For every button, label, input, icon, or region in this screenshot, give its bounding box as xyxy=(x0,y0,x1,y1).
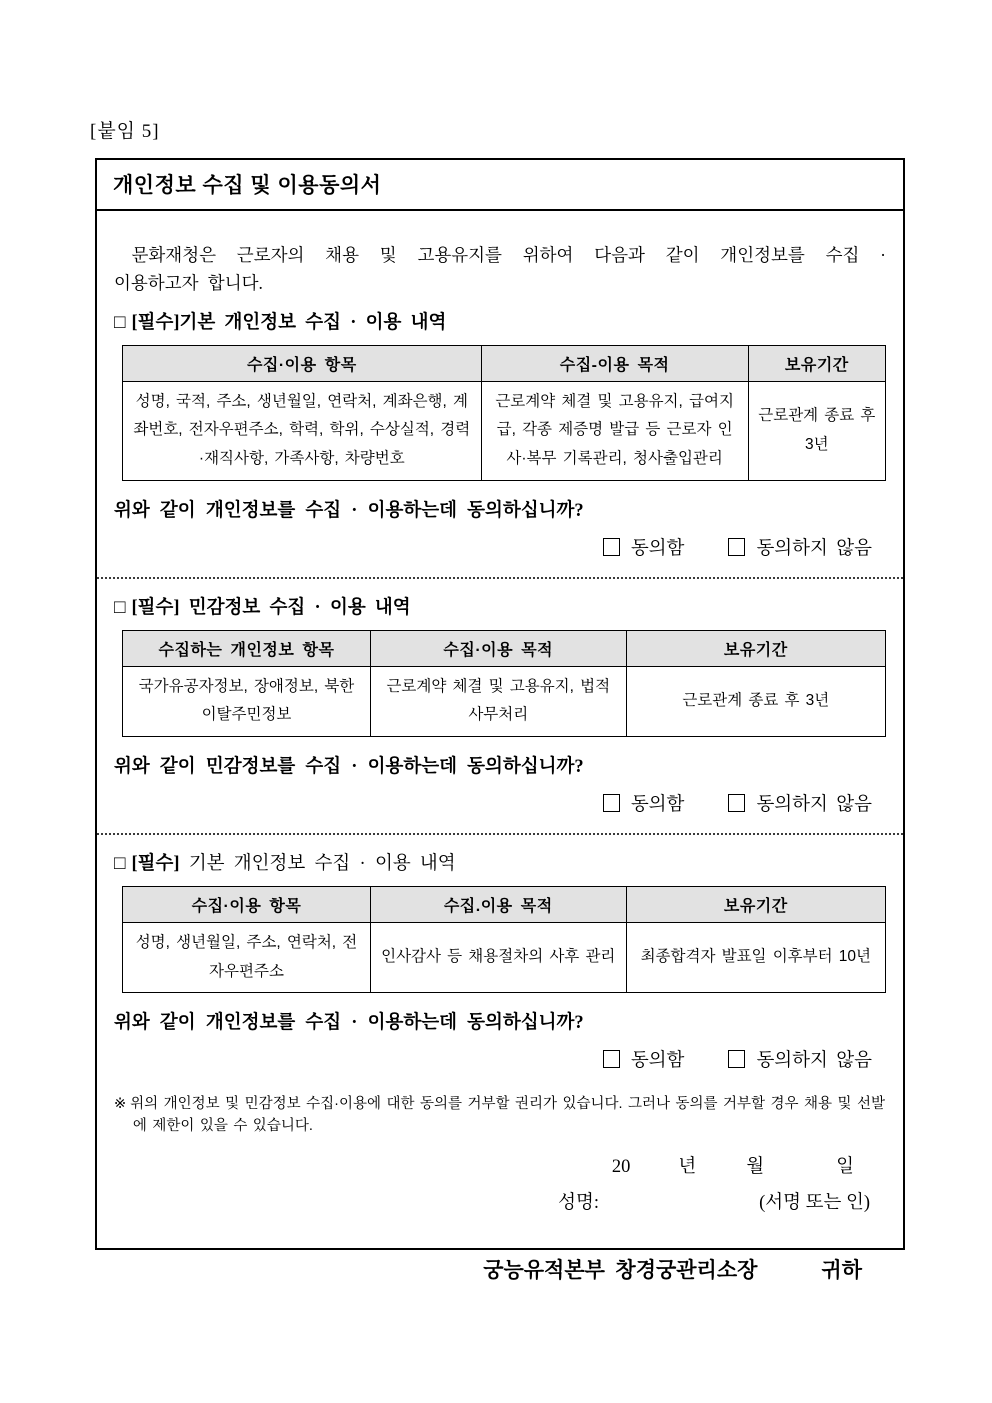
col-header-retention: 보유기간 xyxy=(626,630,885,666)
agree-label: 동의함 xyxy=(630,1051,685,1072)
col-header-items: 수집·이용 항목 xyxy=(123,345,482,381)
table-row xyxy=(123,666,886,736)
form-body xyxy=(97,211,903,1304)
agree-option[interactable] xyxy=(603,1046,685,1072)
year-label: 년 xyxy=(678,1156,697,1177)
col-header-retention: 보유기간 xyxy=(748,345,885,381)
disagree-checkbox[interactable] xyxy=(728,1050,745,1068)
honorific-label: 귀하 xyxy=(821,1257,862,1282)
section-2-consent-options xyxy=(114,790,872,816)
sensitive-info-table xyxy=(122,630,886,737)
cell-purpose: 근로계약 체결 및 고용유지, 법적사무처리 xyxy=(370,666,626,736)
agree-checkbox[interactable] xyxy=(603,1050,620,1068)
cell-purpose: 근로계약 체결 및 고용유지, 급여지급, 각종 제증명 발급 등 근로자 인사·복무 기록관리, 청사출입관리 xyxy=(481,381,748,480)
disagree-option[interactable] xyxy=(728,790,872,816)
table-row xyxy=(123,381,886,480)
intro-line-2: 이용하고자 합니다. xyxy=(114,273,263,294)
col-header-items: 수집하는 개인정보 항목 xyxy=(123,630,371,666)
section-2-question: 위와 같이 민감정보를 수집 · 이용하는데 동의하십니까? xyxy=(114,757,584,778)
col-header-purpose: 수집-이용 목적 xyxy=(481,345,748,381)
table-header-row xyxy=(123,345,886,381)
disagree-option[interactable] xyxy=(728,1046,872,1072)
section-3-heading-rest: 기본 개인정보 수집 · 이용 내역 xyxy=(179,854,456,875)
agree-checkbox[interactable] xyxy=(603,794,620,812)
square-bullet-icon: □ xyxy=(114,311,126,333)
table-header-row xyxy=(123,887,886,923)
section-1-consent-options xyxy=(114,534,872,560)
seal-note: (서명 또는 인) xyxy=(759,1192,870,1213)
date-line xyxy=(114,1152,854,1178)
intro-line-1: 문화재청은 근로자의 채용 및 고용유지를 위하여 다음과 같이 개인정보를 수집 · xyxy=(131,245,886,265)
section-3-heading xyxy=(114,849,886,875)
basic-info-table-2 xyxy=(122,886,886,993)
section-1-question: 위와 같이 개인정보를 수집 · 이용하는데 동의하십니까? xyxy=(114,500,584,521)
disagree-checkbox[interactable] xyxy=(728,538,745,556)
disagree-label: 동의하지 않음 xyxy=(756,1051,872,1072)
cell-items: 성명, 국적, 주소, 생년월일, 연락처, 계좌은행, 계좌번호, 전자우편주소, 학력, 학위, 수상실적, 경력·재직사항, 가족사항, 차량번호 xyxy=(123,381,482,480)
refusal-rights-footnote xyxy=(114,1094,886,1138)
disagree-checkbox[interactable] xyxy=(728,794,745,812)
disagree-label: 동의하지 않음 xyxy=(756,795,872,816)
section-3-question: 위와 같이 개인정보를 수집 · 이용하는데 동의하십니까? xyxy=(114,1013,584,1034)
agree-label: 동의함 xyxy=(630,538,685,559)
agree-label: 동의함 xyxy=(630,795,685,816)
consent-form xyxy=(95,158,905,1282)
col-header-purpose: 수집.이용 목적 xyxy=(370,887,626,923)
section-3-heading-bold: [필수] xyxy=(131,854,180,875)
day-label: 일 xyxy=(836,1156,854,1177)
agree-option[interactable] xyxy=(603,534,685,560)
cell-purpose: 인사감사 등 채용절차의 사후 관리 xyxy=(370,923,626,993)
section-1-heading-bold: [필수]기본 개인정보 수집 · 이용 내역 xyxy=(131,312,447,333)
square-bullet-icon: □ xyxy=(114,596,126,618)
cell-retention: 최종합격자 발표일 이후부터 10년 xyxy=(626,923,885,993)
agree-option[interactable] xyxy=(603,790,685,816)
dotted-divider xyxy=(97,833,903,835)
section-2-heading xyxy=(114,593,886,619)
footnote-text: 위의 개인정보 및 민감정보 수집·이용에 대한 동의를 거부할 권리가 있습니다. 그러나 동의를 거부할 경우 채용 및 선발에 제한이 있을 수 있습니다. xyxy=(130,1096,885,1135)
month-label: 월 xyxy=(746,1156,765,1177)
form-title: 개인정보 수집 및 이용동의서 xyxy=(97,160,903,211)
recipient-name: 궁능유적본부 창경궁관리소장 xyxy=(483,1257,758,1282)
col-header-purpose: 수집·이용 목적 xyxy=(370,630,626,666)
section-1-heading xyxy=(114,308,886,334)
year-prefix: 20 xyxy=(611,1156,631,1177)
disagree-label: 동의하지 않음 xyxy=(756,538,872,559)
square-bullet-icon: □ xyxy=(114,853,126,875)
cell-retention: 근로관계 종료 후 3년 xyxy=(626,666,885,736)
attachment-label: [붙임 5] xyxy=(90,121,160,142)
col-header-items: 수집·이용 항목 xyxy=(123,887,371,923)
name-label: 성명: xyxy=(558,1192,600,1213)
section-3-consent-options xyxy=(114,1046,872,1072)
agree-checkbox[interactable] xyxy=(603,538,620,556)
cell-retention: 근로관계 종료 후 3년 xyxy=(748,381,885,480)
intro-paragraph xyxy=(114,241,886,298)
basic-info-table-1 xyxy=(122,345,886,481)
disagree-option[interactable] xyxy=(728,534,872,560)
table-row xyxy=(123,923,886,993)
recipient-line xyxy=(114,1254,862,1284)
col-header-retention: 보유기간 xyxy=(626,887,885,923)
dotted-divider xyxy=(97,577,903,579)
cell-items: 국가유공자정보, 장애정보, 북한이탈주민정보 xyxy=(123,666,371,736)
signature-line xyxy=(114,1188,870,1214)
table-header-row xyxy=(123,630,886,666)
cell-items: 성명, 생년월일, 주소, 연락처, 전자우편주소 xyxy=(123,923,371,993)
section-2-heading-bold: [필수] 민감정보 수집 · 이용 내역 xyxy=(131,597,411,618)
reference-mark-icon: ※ xyxy=(114,1096,127,1113)
